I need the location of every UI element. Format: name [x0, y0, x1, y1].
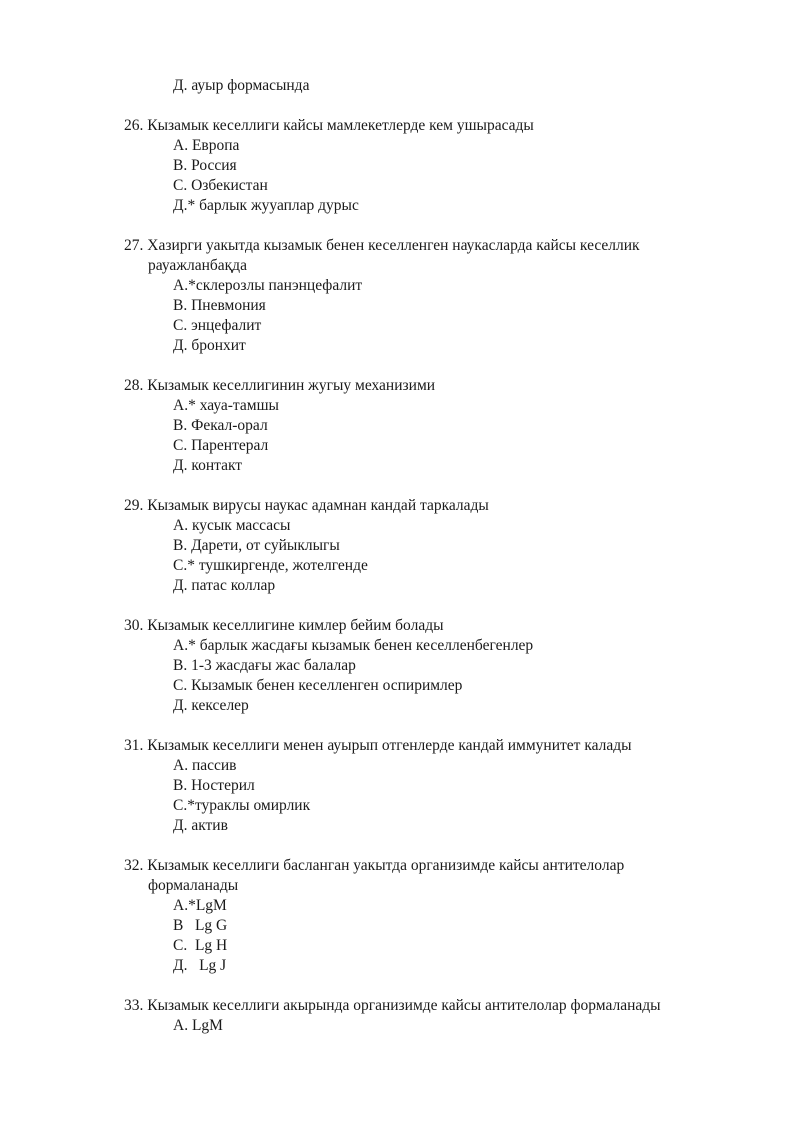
answer-option: A.*склерозлы панэнцефалит	[173, 277, 363, 294]
answer-option: B Lg G	[173, 917, 228, 934]
question-text: Кызамык кеселлиги басланган уакытда организимде кайсы антителолар	[147, 857, 625, 874]
answer-option: B. 1-3 жасдағы жас балалар	[173, 657, 356, 674]
question-number: 29.	[124, 497, 144, 514]
answer-option: A.*LgM	[173, 897, 227, 914]
answer-option: A. Европа	[173, 137, 240, 154]
answer-option: Д. патас коллар	[173, 577, 276, 594]
question-text: Кызамык вирусы наукас адамнан кандай таркалады	[147, 497, 489, 514]
question-text: Кызамык кеселлиги кайсы мамлекетлерде кем ушырасады	[147, 117, 534, 134]
question-32	[124, 856, 624, 876]
question-number: 32.	[124, 857, 144, 874]
question-text: Кызамык кеселлигине кимлер бейим болады	[147, 617, 444, 634]
question-31	[124, 736, 632, 756]
answer-option: Д.* барлык жууаплар дурыс	[173, 197, 359, 214]
answer-option: A.* барлык жасдағы кызамык бенен кеселленбегенлер	[173, 637, 534, 654]
answer-option: B. Пневмония	[173, 297, 266, 314]
answer-option: Д. кекселер	[173, 697, 249, 714]
question-27	[124, 236, 640, 256]
question-number: 26.	[124, 117, 144, 134]
question-text: Кызамык кеселлиги акырында организимде кайсы антителолар формаланады	[147, 997, 661, 1014]
answer-option: C.*тураклы омирлик	[173, 797, 311, 814]
answer-option: Д. бронхит	[173, 337, 246, 354]
answer-option: C. Озбекистан	[173, 177, 268, 194]
answer-option: C. Парентерал	[173, 437, 269, 454]
answer-option: Д. ауыр формасында	[173, 77, 310, 94]
answer-option: B. Фекал-орал	[173, 417, 268, 434]
question-text-continued: формаланады	[148, 877, 239, 894]
question-28	[124, 376, 435, 396]
question-30	[124, 616, 444, 636]
question-number: 27.	[124, 237, 144, 254]
answer-option: A.* хауа-тамшы	[173, 397, 279, 414]
answer-option: Д. Lg J	[173, 957, 227, 974]
answer-option: C. Кызамык бенен кеселленген оспиримлер	[173, 677, 463, 694]
answer-option: B. Дарети, от суйыклыгы	[173, 537, 340, 554]
answer-option: B. Россия	[173, 157, 237, 174]
answer-option: A. пассив	[173, 757, 237, 774]
answer-option: C.* тушкиргенде, жотелгенде	[173, 557, 368, 574]
answer-option: Д. актив	[173, 817, 228, 834]
question-29	[124, 496, 489, 516]
question-33	[124, 996, 661, 1016]
answer-option: C. энцефалит	[173, 317, 262, 334]
answer-option: Д. контакт	[173, 457, 243, 474]
question-number: 31.	[124, 737, 144, 754]
answer-option: A. LgM	[173, 1017, 223, 1034]
question-number: 33.	[124, 997, 144, 1014]
question-number: 30.	[124, 617, 144, 634]
question-26	[124, 116, 534, 136]
question-number: 28.	[124, 377, 144, 394]
question-text: Кызамык кеселлиги менен ауырып отгенлерде кандай иммунитет калады	[147, 737, 632, 754]
answer-option: A. кусык массасы	[173, 517, 291, 534]
question-text: Кызамык кеселлигинин жугыу механизими	[147, 377, 436, 394]
question-text: Хазирги уакытда кызамык бенен кеселленген наукасларда кайсы кеселлик	[147, 237, 640, 254]
answer-option: B. Ностерил	[173, 777, 255, 794]
question-text-continued: рауажланбақда	[148, 257, 247, 274]
answer-option: C. Lg H	[173, 937, 228, 954]
